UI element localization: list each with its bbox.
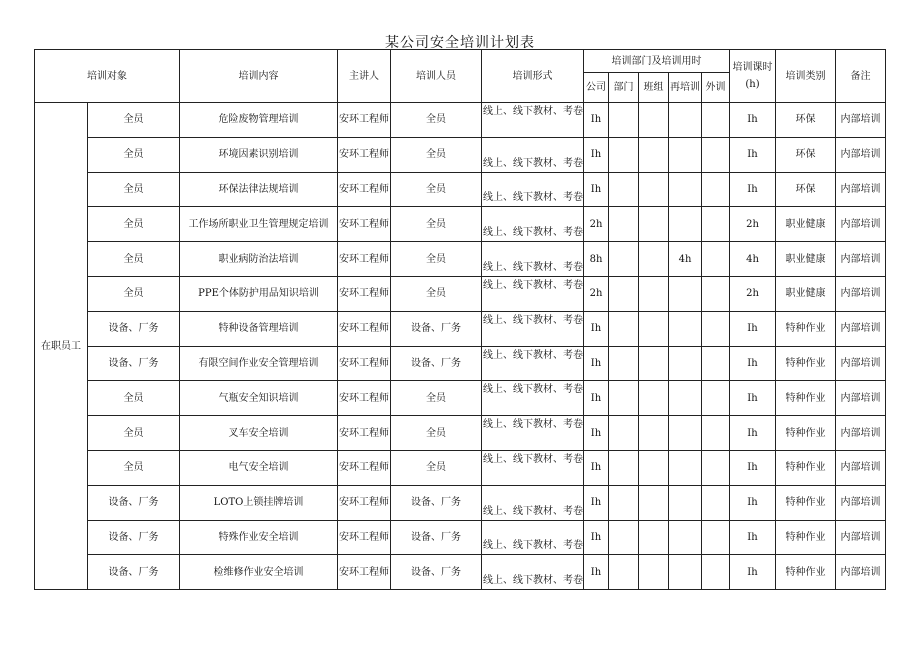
category-cell: 特种作业	[776, 311, 836, 346]
table-row	[35, 276, 886, 311]
department-hours-cell	[609, 242, 639, 277]
table-row	[35, 137, 886, 172]
table-row	[35, 242, 886, 277]
retrain-hours-cell	[669, 416, 702, 451]
header-content: 培训内容	[180, 50, 338, 103]
header-hours: 培训课时(h)	[730, 50, 776, 103]
personnel-cell: 设备、厂务	[391, 520, 482, 555]
personnel-cell: 全员	[391, 137, 482, 172]
category-cell: 特种作业	[776, 485, 836, 520]
remark-cell: 内部培训	[836, 311, 886, 346]
total-hours-cell: Ih	[730, 520, 776, 555]
total-hours-cell: 4h	[730, 242, 776, 277]
company-hours-cell: 8h	[584, 242, 609, 277]
form-cell: 线上、线下教材、考卷	[482, 416, 584, 451]
form-cell: 线上、线下教材、考卷	[482, 485, 584, 520]
total-hours-cell: Ih	[730, 311, 776, 346]
target-cell: 设备、厂务	[88, 346, 180, 381]
content-cell: 电气安全培训	[180, 450, 338, 485]
header-team: 班组	[639, 73, 669, 103]
team-hours-cell	[639, 485, 669, 520]
target-cell: 设备、厂务	[88, 311, 180, 346]
remark-cell: 内部培训	[836, 137, 886, 172]
company-hours-cell: Ih	[584, 311, 609, 346]
page-title: 某公司安全培训计划表	[385, 35, 535, 51]
retrain-hours-cell	[669, 346, 702, 381]
remark-cell: 内部培训	[836, 520, 886, 555]
category-cell: 特种作业	[776, 346, 836, 381]
lecturer-cell: 安环工程师	[338, 276, 391, 311]
company-hours-cell: Ih	[584, 172, 609, 207]
table-row	[35, 311, 886, 346]
remark-cell: 内部培训	[836, 381, 886, 416]
form-cell: 线上、线下教材、考卷	[482, 242, 584, 277]
target-cell: 设备、厂务	[88, 485, 180, 520]
content-cell: 有限空间作业安全管理培训	[180, 346, 338, 381]
total-hours-cell: Ih	[730, 103, 776, 138]
total-hours-cell: Ih	[730, 450, 776, 485]
table-row	[35, 416, 886, 451]
content-cell: 气瓶安全知识培训	[180, 381, 338, 416]
header-personnel: 培训人员	[391, 50, 482, 103]
content-cell: PPE个体防护用品知识培训	[180, 276, 338, 311]
remark-cell: 内部培训	[836, 485, 886, 520]
header-external: 外训	[702, 73, 730, 103]
department-hours-cell	[609, 103, 639, 138]
external-hours-cell	[702, 207, 730, 242]
team-hours-cell	[639, 450, 669, 485]
category-cell: 环保	[776, 103, 836, 138]
external-hours-cell	[702, 172, 730, 207]
external-hours-cell	[702, 276, 730, 311]
form-cell: 线上、线下教材、考卷	[482, 103, 584, 138]
total-hours-cell: Ih	[730, 555, 776, 590]
content-cell: 危险废物管理培训	[180, 103, 338, 138]
content-cell: 叉车安全培训	[180, 416, 338, 451]
department-hours-cell	[609, 137, 639, 172]
company-hours-cell: Ih	[584, 485, 609, 520]
table-row	[35, 520, 886, 555]
lecturer-cell: 安环工程师	[338, 555, 391, 590]
external-hours-cell	[702, 242, 730, 277]
external-hours-cell	[702, 103, 730, 138]
table-row	[35, 103, 886, 138]
team-hours-cell	[639, 207, 669, 242]
personnel-cell: 全员	[391, 103, 482, 138]
content-cell: 检维修作业安全培训	[180, 555, 338, 590]
department-hours-cell	[609, 416, 639, 451]
external-hours-cell	[702, 381, 730, 416]
external-hours-cell	[702, 520, 730, 555]
category-cell: 特种作业	[776, 520, 836, 555]
retrain-hours-cell	[669, 172, 702, 207]
header-form: 培训形式	[482, 50, 584, 103]
company-hours-cell: Ih	[584, 450, 609, 485]
target-cell: 全员	[88, 137, 180, 172]
content-cell: 职业病防治法培训	[180, 242, 338, 277]
header-lecturer: 主讲人	[338, 50, 391, 103]
external-hours-cell	[702, 346, 730, 381]
header-company: 公司	[584, 73, 609, 103]
external-hours-cell	[702, 555, 730, 590]
department-hours-cell	[609, 276, 639, 311]
lecturer-cell: 安环工程师	[338, 346, 391, 381]
retrain-hours-cell	[669, 520, 702, 555]
personnel-cell: 全员	[391, 172, 482, 207]
target-cell: 全员	[88, 103, 180, 138]
content-cell: 环境因素识别培训	[180, 137, 338, 172]
retrain-hours-cell: 4h	[669, 242, 702, 277]
category-cell: 特种作业	[776, 555, 836, 590]
personnel-cell: 全员	[391, 416, 482, 451]
total-hours-cell: Ih	[730, 137, 776, 172]
retrain-hours-cell	[669, 207, 702, 242]
form-cell: 线上、线下教材、考卷	[482, 311, 584, 346]
company-hours-cell: 2h	[584, 276, 609, 311]
header-dept-group: 培训部门及培训用时	[584, 50, 730, 73]
team-hours-cell	[639, 381, 669, 416]
header-remark: 备注	[836, 50, 886, 103]
header-category: 培训类别	[776, 50, 836, 103]
form-cell: 线上、线下教材、考卷	[482, 207, 584, 242]
retrain-hours-cell	[669, 450, 702, 485]
table-row	[35, 207, 886, 242]
form-cell: 线上、线下教材、考卷	[482, 346, 584, 381]
team-hours-cell	[639, 555, 669, 590]
table-row	[35, 555, 886, 590]
external-hours-cell	[702, 137, 730, 172]
lecturer-cell: 安环工程师	[338, 381, 391, 416]
lecturer-cell: 安环工程师	[338, 137, 391, 172]
total-hours-cell: 2h	[730, 276, 776, 311]
company-hours-cell: Ih	[584, 103, 609, 138]
company-hours-cell: 2h	[584, 207, 609, 242]
department-hours-cell	[609, 207, 639, 242]
department-hours-cell	[609, 311, 639, 346]
category-cell: 职业健康	[776, 276, 836, 311]
external-hours-cell	[702, 416, 730, 451]
lecturer-cell: 安环工程师	[338, 172, 391, 207]
personnel-cell: 设备、厂务	[391, 555, 482, 590]
form-cell: 线上、线下教材、考卷	[482, 450, 584, 485]
remark-cell: 内部培训	[836, 103, 886, 138]
table-row	[35, 381, 886, 416]
remark-cell: 内部培训	[836, 172, 886, 207]
lecturer-cell: 安环工程师	[338, 207, 391, 242]
category-cell: 特种作业	[776, 381, 836, 416]
header-row-1	[35, 50, 886, 73]
external-hours-cell	[702, 450, 730, 485]
header-retrain: 再培训	[669, 73, 702, 103]
category-cell: 职业健康	[776, 242, 836, 277]
personnel-cell: 设备、厂务	[391, 485, 482, 520]
team-hours-cell	[639, 103, 669, 138]
target-cell: 全员	[88, 242, 180, 277]
personnel-cell: 全员	[391, 381, 482, 416]
department-hours-cell	[609, 520, 639, 555]
personnel-cell: 全员	[391, 450, 482, 485]
team-hours-cell	[639, 172, 669, 207]
department-hours-cell	[609, 172, 639, 207]
category-cell: 职业健康	[776, 207, 836, 242]
category-cell: 特种作业	[776, 416, 836, 451]
lecturer-cell: 安环工程师	[338, 311, 391, 346]
table-row	[35, 172, 886, 207]
company-hours-cell: Ih	[584, 346, 609, 381]
category-cell: 环保	[776, 172, 836, 207]
content-cell: 环保法律法规培训	[180, 172, 338, 207]
table-body	[35, 103, 886, 590]
lecturer-cell: 安环工程师	[338, 450, 391, 485]
form-cell: 线上、线下教材、考卷	[482, 520, 584, 555]
content-cell: 特种设备管理培训	[180, 311, 338, 346]
content-cell: 工作场所职业卫生管理规定培训	[180, 207, 338, 242]
team-hours-cell	[639, 346, 669, 381]
total-hours-cell: Ih	[730, 416, 776, 451]
department-hours-cell	[609, 381, 639, 416]
retrain-hours-cell	[669, 485, 702, 520]
target-cell: 全员	[88, 276, 180, 311]
team-hours-cell	[639, 242, 669, 277]
team-hours-cell	[639, 137, 669, 172]
target-cell: 全员	[88, 450, 180, 485]
form-cell: 线上、线下教材、考卷	[482, 381, 584, 416]
category-cell: 特种作业	[776, 450, 836, 485]
retrain-hours-cell	[669, 276, 702, 311]
retrain-hours-cell	[669, 555, 702, 590]
total-hours-cell: Ih	[730, 485, 776, 520]
training-plan-table	[34, 49, 886, 590]
department-hours-cell	[609, 450, 639, 485]
target-cell: 设备、厂务	[88, 555, 180, 590]
personnel-cell: 全员	[391, 242, 482, 277]
personnel-cell: 设备、厂务	[391, 346, 482, 381]
personnel-cell: 全员	[391, 276, 482, 311]
remark-cell: 内部培训	[836, 450, 886, 485]
team-hours-cell	[639, 311, 669, 346]
retrain-hours-cell	[669, 137, 702, 172]
remark-cell: 内部培训	[836, 555, 886, 590]
total-hours-cell: Ih	[730, 381, 776, 416]
target-cell: 全员	[88, 207, 180, 242]
content-cell: 特殊作业安全培训	[180, 520, 338, 555]
total-hours-cell: 2h	[730, 207, 776, 242]
lecturer-cell: 安环工程师	[338, 520, 391, 555]
team-hours-cell	[639, 416, 669, 451]
retrain-hours-cell	[669, 311, 702, 346]
company-hours-cell: Ih	[584, 555, 609, 590]
lecturer-cell: 安环工程师	[338, 103, 391, 138]
target-cell: 全员	[88, 381, 180, 416]
lecturer-cell: 安环工程师	[338, 242, 391, 277]
header-department: 部门	[609, 73, 639, 103]
total-hours-cell: Ih	[730, 346, 776, 381]
external-hours-cell	[702, 485, 730, 520]
table-row	[35, 485, 886, 520]
form-cell: 线上、线下教材、考卷	[482, 172, 584, 207]
form-cell: 线上、线下教材、考卷	[482, 276, 584, 311]
company-hours-cell: Ih	[584, 381, 609, 416]
form-cell: 线上、线下教材、考卷	[482, 555, 584, 590]
content-cell: LOTO上锁挂牌培训	[180, 485, 338, 520]
table-row	[35, 346, 886, 381]
department-hours-cell	[609, 555, 639, 590]
remark-cell: 内部培训	[836, 346, 886, 381]
team-hours-cell	[639, 276, 669, 311]
total-hours-cell: Ih	[730, 172, 776, 207]
company-hours-cell: Ih	[584, 137, 609, 172]
target-cell: 全员	[88, 416, 180, 451]
team-hours-cell	[639, 520, 669, 555]
header-target: 培训对象	[35, 50, 180, 103]
personnel-cell: 设备、厂务	[391, 311, 482, 346]
company-hours-cell: Ih	[584, 520, 609, 555]
form-cell: 线上、线下教材、考卷	[482, 137, 584, 172]
remark-cell: 内部培训	[836, 276, 886, 311]
company-hours-cell: Ih	[584, 416, 609, 451]
remark-cell: 内部培训	[836, 207, 886, 242]
lecturer-cell: 安环工程师	[338, 485, 391, 520]
remark-cell: 内部培训	[836, 416, 886, 451]
target-cell: 全员	[88, 172, 180, 207]
target-cell: 设备、厂务	[88, 520, 180, 555]
retrain-hours-cell	[669, 103, 702, 138]
table-row	[35, 450, 886, 485]
department-hours-cell	[609, 346, 639, 381]
external-hours-cell	[702, 311, 730, 346]
department-hours-cell	[609, 485, 639, 520]
category-cell: 环保	[776, 137, 836, 172]
retrain-hours-cell	[669, 381, 702, 416]
remark-cell: 内部培训	[836, 242, 886, 277]
lecturer-cell: 安环工程师	[338, 416, 391, 451]
personnel-cell: 全员	[391, 207, 482, 242]
group-label-cell: 在职员工	[35, 103, 88, 590]
